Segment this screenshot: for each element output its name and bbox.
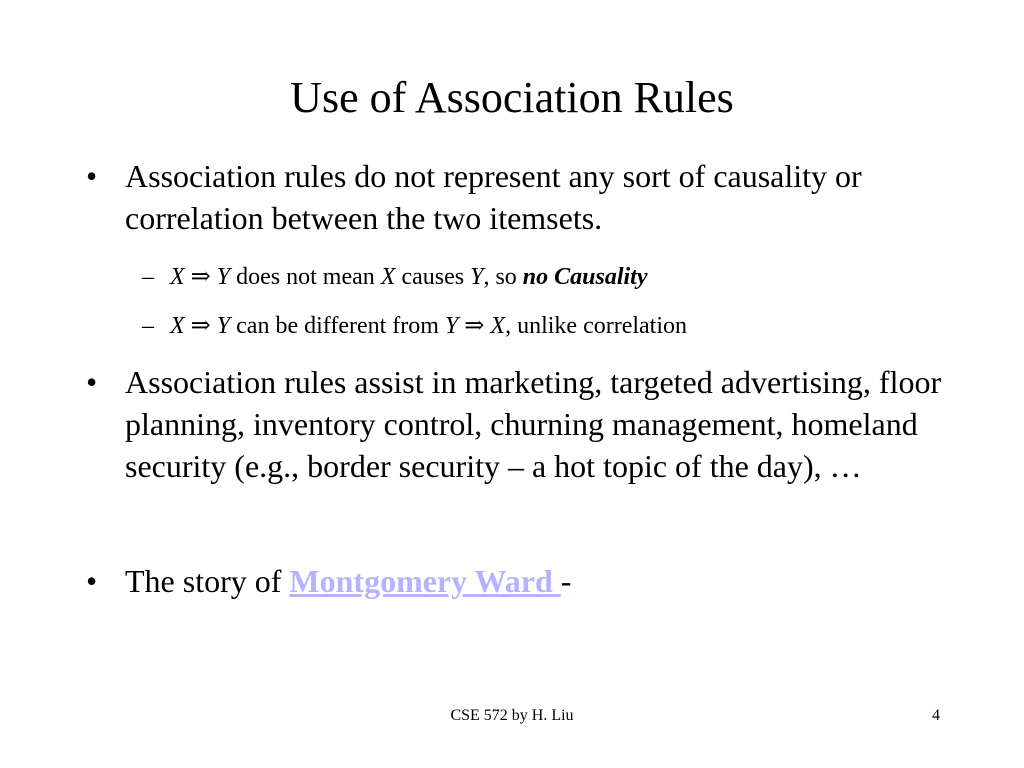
var-x: X — [170, 264, 185, 290]
var-y: Y — [216, 264, 231, 290]
implies-arrow-icon: ⇒ — [190, 264, 211, 290]
dash-icon: – — [142, 313, 154, 339]
dash-icon: – — [142, 264, 154, 290]
bullet-icon: • — [86, 158, 98, 194]
emphasis-text: no Causality — [522, 264, 648, 290]
var-y: Y — [444, 313, 459, 339]
implies-arrow-icon: ⇒ — [190, 313, 211, 339]
var-y: Y — [470, 264, 484, 290]
bullet-item-3 — [86, 560, 945, 602]
bullet-text: The story of — [125, 563, 290, 599]
slide-title: Use of Association Rules — [290, 73, 734, 122]
footer-course: CSE 572 by H. Liu — [450, 707, 574, 724]
montgomery-ward-link[interactable]: Montgomery Ward — [289, 563, 561, 599]
subbullet-item-1 — [142, 262, 960, 292]
bullet-text: - — [560, 563, 572, 599]
var-x: X — [490, 313, 506, 339]
bullet-icon: • — [86, 563, 98, 599]
subbullet-item-2 — [142, 311, 960, 341]
bullet-icon: • — [86, 364, 98, 400]
subbullet-text: causes — [395, 264, 471, 290]
subbullet-text: , so — [483, 264, 523, 290]
page-number: 4 — [932, 707, 940, 724]
implies-arrow-icon: ⇒ — [464, 313, 485, 339]
subbullet-text: does not mean — [230, 264, 381, 290]
bullet-item-1 — [86, 155, 945, 239]
bullet-text: Association rules do not represent any sort of causality or correlation between the two itemsets. — [125, 158, 862, 236]
var-y: Y — [216, 313, 231, 339]
subbullet-text: can be different from — [230, 313, 445, 339]
var-x: X — [380, 264, 396, 290]
var-x: X — [170, 313, 185, 339]
bullet-text: Association rules assist in marketing, targeted advertising, floor planning, inventory control, churning management, homeland security (e.g., border security – a hot topic of the day), … — [125, 364, 942, 484]
bullet-item-2 — [86, 361, 945, 487]
subbullet-text: , unlike correlation — [505, 313, 688, 339]
